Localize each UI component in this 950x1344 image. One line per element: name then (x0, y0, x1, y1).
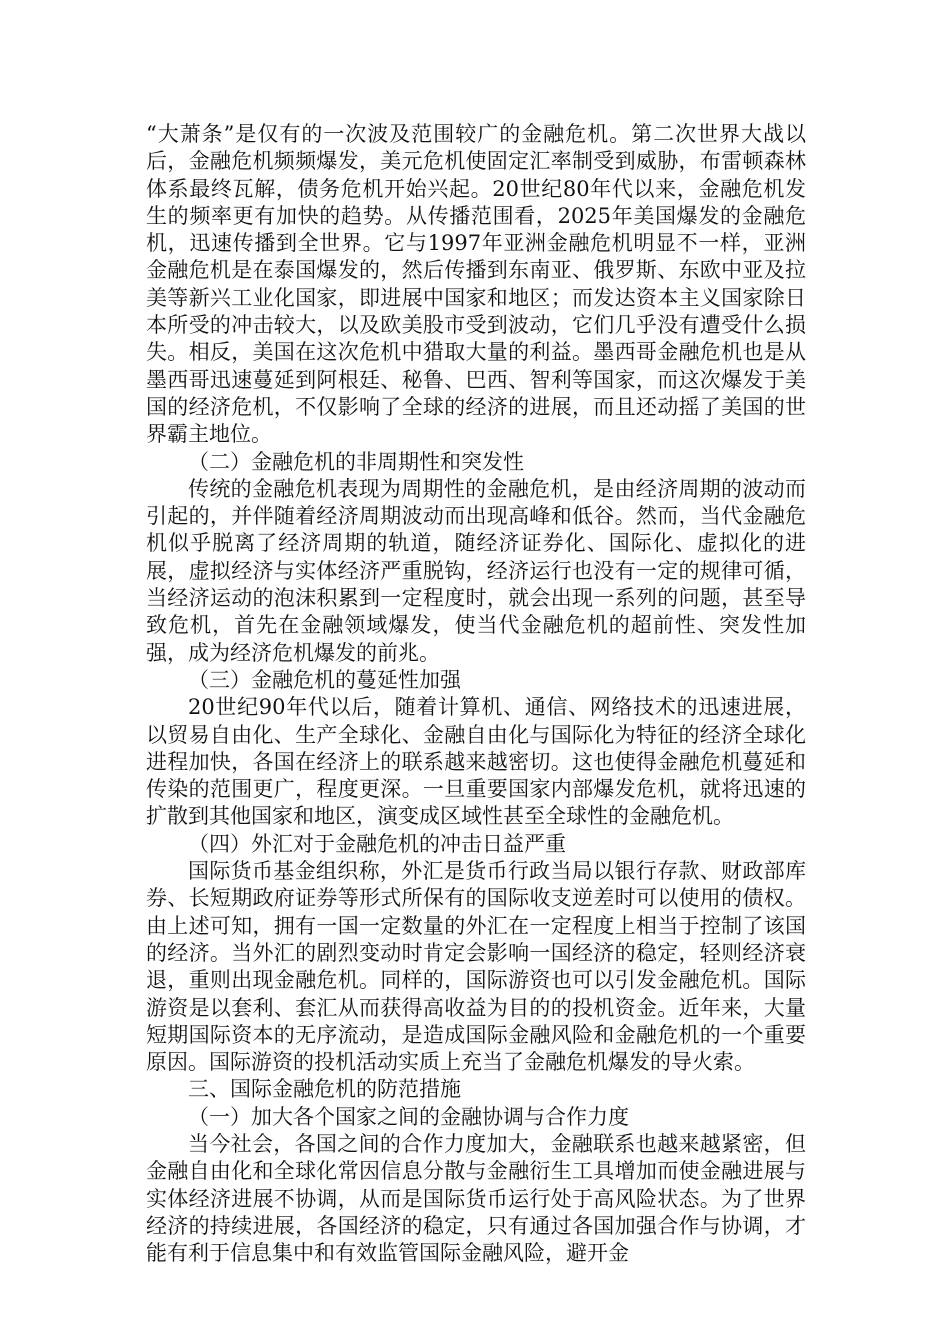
heading-non-cyclical: （二）金融危机的非周期性和突发性 (188, 449, 524, 474)
heading-prevention-measures: 三、国际金融危机的防范措施 (188, 1077, 461, 1102)
heading-foreign-exchange: （四）外汇对于金融危机的冲击日益严重 (188, 831, 566, 856)
heading-contagion: （三）金融危机的蔓延性加强 (188, 667, 461, 692)
paragraph-foreign-exchange: 国际货币基金组织称，外汇是货币行政当局以银行存款、财政部库券、长短期政府证券等形式所保有的国际收支逆差时可以使用的债权。由上述可知，拥有一国一定数量的外汇在一定程度上相当于控制了该国的经济。当外汇的剧烈变动时肯定会影响一国经济的稳定，轻则经济衰退，重则出现金融危机。同样的，国际游资也可以引发金融危机。国际游资是以套利、套汇从而获得高收益为目的的投机资金。近年来，大量短期国际资本的无序流动，是造成国际金融风险和金融危机的一个重要原因。国际游资的投机活动实质上充当了金融危机爆发的导火索。 (146, 859, 806, 1075)
paragraph-cooperation: 当今社会，各国之间的合作力度加大，金融联系也越来越紧密，但金融自由化和全球化常因信息分散与金融衍生工具增加而使金融进展与实体经济进展不协调，从而是国际货币运行处于高风险状态。为了世界经济的持续进展，各国经济的稳定，只有通过各国加强合作与协调，才能有利于信息集中和有效监管国际金融风险，避开金 (146, 1131, 806, 1266)
paragraph-great-depression: “大萧条”是仅有的一次波及范围较广的金融危机。第二次世界大战以后，金融危机频频爆发，美元危机使固定汇率制受到威胁，布雷顿森林体系最终瓦解，债务危机开始兴起。20世纪80年代以来，金融危机发生的频率更有加快的趋势。从传播范围看，2025年美国爆发的金融危机，迅速传播到全世界。它与1997年亚洲金融危机明显不一样，亚洲金融危机是在泰国爆发的，然后传播到东南亚、俄罗斯、东欧中亚及拉美等新兴工业化国家，即进展中国家和地区；而发达资本主义国家除日本所受的冲击较大，以及欧美股市受到波动，它们几乎没有遭受什么损失。相反，美国在这次危机中猎取大量的利益。墨西哥金融危机也是从墨西哥迅速蔓延到阿根廷、秘鲁、巴西、智利等国家，而这次爆发于美国的经济危机，不仅影响了全球的经济的进展，而且还动摇了美国的世界霸主地位。 (146, 122, 806, 447)
paragraph-contagion: 20世纪90年代以后，随着计算机、通信、网络技术的迅速进展，以贸易自由化、生产全球化、金融自由化与国际化为特征的经济全球化进程加快，各国在经济上的联系越来越密切。这也使得金融危机蔓延和传染的范围更广，程度更深。一旦重要国家内部爆发危机，就将迅速的扩散到其他国家和地区，演变成区域性甚至全球性的金融危机。 (146, 695, 806, 829)
heading-cooperation: （一）加大各个国家之间的金融协调与合作力度 (188, 1104, 629, 1129)
paragraph-non-cyclical: 传统的金融危机表现为周期性的金融危机，是由经济周期的波动而引起的，并伴随着经济周期波动而出现高峰和低谷。然而，当代金融危机似乎脱离了经济周期的轨道，随经济证券化、国际化、虚拟化的进展，虚拟经济与实体经济严重脱钩，经济运行也没有一定的规律可循，当经济运动的泡沫积累到一定程度时，就会出现一系列的问题，甚至导致危机，首先在金融领域爆发，使当代金融危机的超前性、突发性加强，成为经济危机爆发的前兆。 (146, 476, 806, 665)
document-body (146, 121, 806, 1267)
